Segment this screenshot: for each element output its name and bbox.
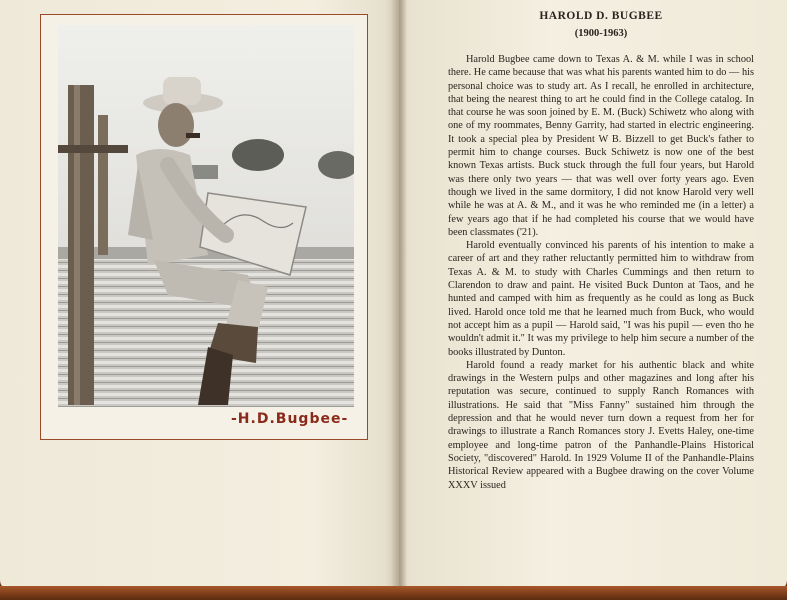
article-title: HAROLD D. BUGBEE — [539, 10, 663, 22]
photo-illustration — [58, 25, 354, 407]
paragraph-2: Harold eventually convinced his parents of his intention to make a career of art and they rather reluctantly permitted him to withdraw from Texas A. & M. to study with Charles Cummings and then return to Clarendon to draw and paint. He visited Buck Dunton at Taos, and he hunted and camped with him as frequently as he could as long as Buck lived. Harold once told me that he learned much from Buck, who would not accept him as a pupil — Harold said, "I was his pupil — even tho he wouldn't admit it." It was my privilege to help him secure a number of the books illustrated by Dunton. — [448, 240, 754, 358]
article-dates: (1900-1963) — [574, 28, 628, 39]
article — [448, 10, 754, 492]
artist-signature: -H.D.Bugbee- — [231, 411, 349, 427]
book-cover-edge — [0, 586, 787, 600]
photo-mount — [40, 14, 368, 440]
photograph — [58, 25, 354, 407]
paragraph-1: Harold Bugbee came down to Texas A. & M. while I was in school there. He came because that was what his parents wanted him to do — his personal choice was to study art. As I recall, he enrolled in architecture, that being the nearest thing to art he could find in the College catalog. In that course he was soon joined by E. M. (Buck) Schiwetz who along with one of my roommates, Benny Garrity, had started in electric engineering. It took a special plea by President W B. Bizzell to get Buck's father to permit him to change courses. Buck Schiwetz is now one of the best known Texas artists. Buck stuck through the full four years, but Harold was there only two years — that was well over forty years ago. Even though we lived in the same dormitory, I did not know Harold very well while he was at A. & M., and it was he who reminded me (in a letter) a few years ago that if he had completed his course that we would have been classmates ('21). — [448, 54, 754, 238]
book-gutter — [391, 0, 407, 590]
paragraph-3: Harold found a ready market for his authentic black and white drawings in the Western pulps and other magazines and long after his reputation was secure, continued to supply Ranch Romances with illustrations. He said that "Miss Fanny" sustained him through the depression and that he would never turn down a request from her for drawings to illustrate a Ranch Romances story J. Evetts Haley, one-time employee and long-time patron of the Panhandle-Plains Historical Society, "discovered" Harold. In 1929 Volume II of the Panhandle-Plains Historical Review appeared with a Bugbee drawing on the cover Volume XXXV issued — [448, 359, 754, 491]
